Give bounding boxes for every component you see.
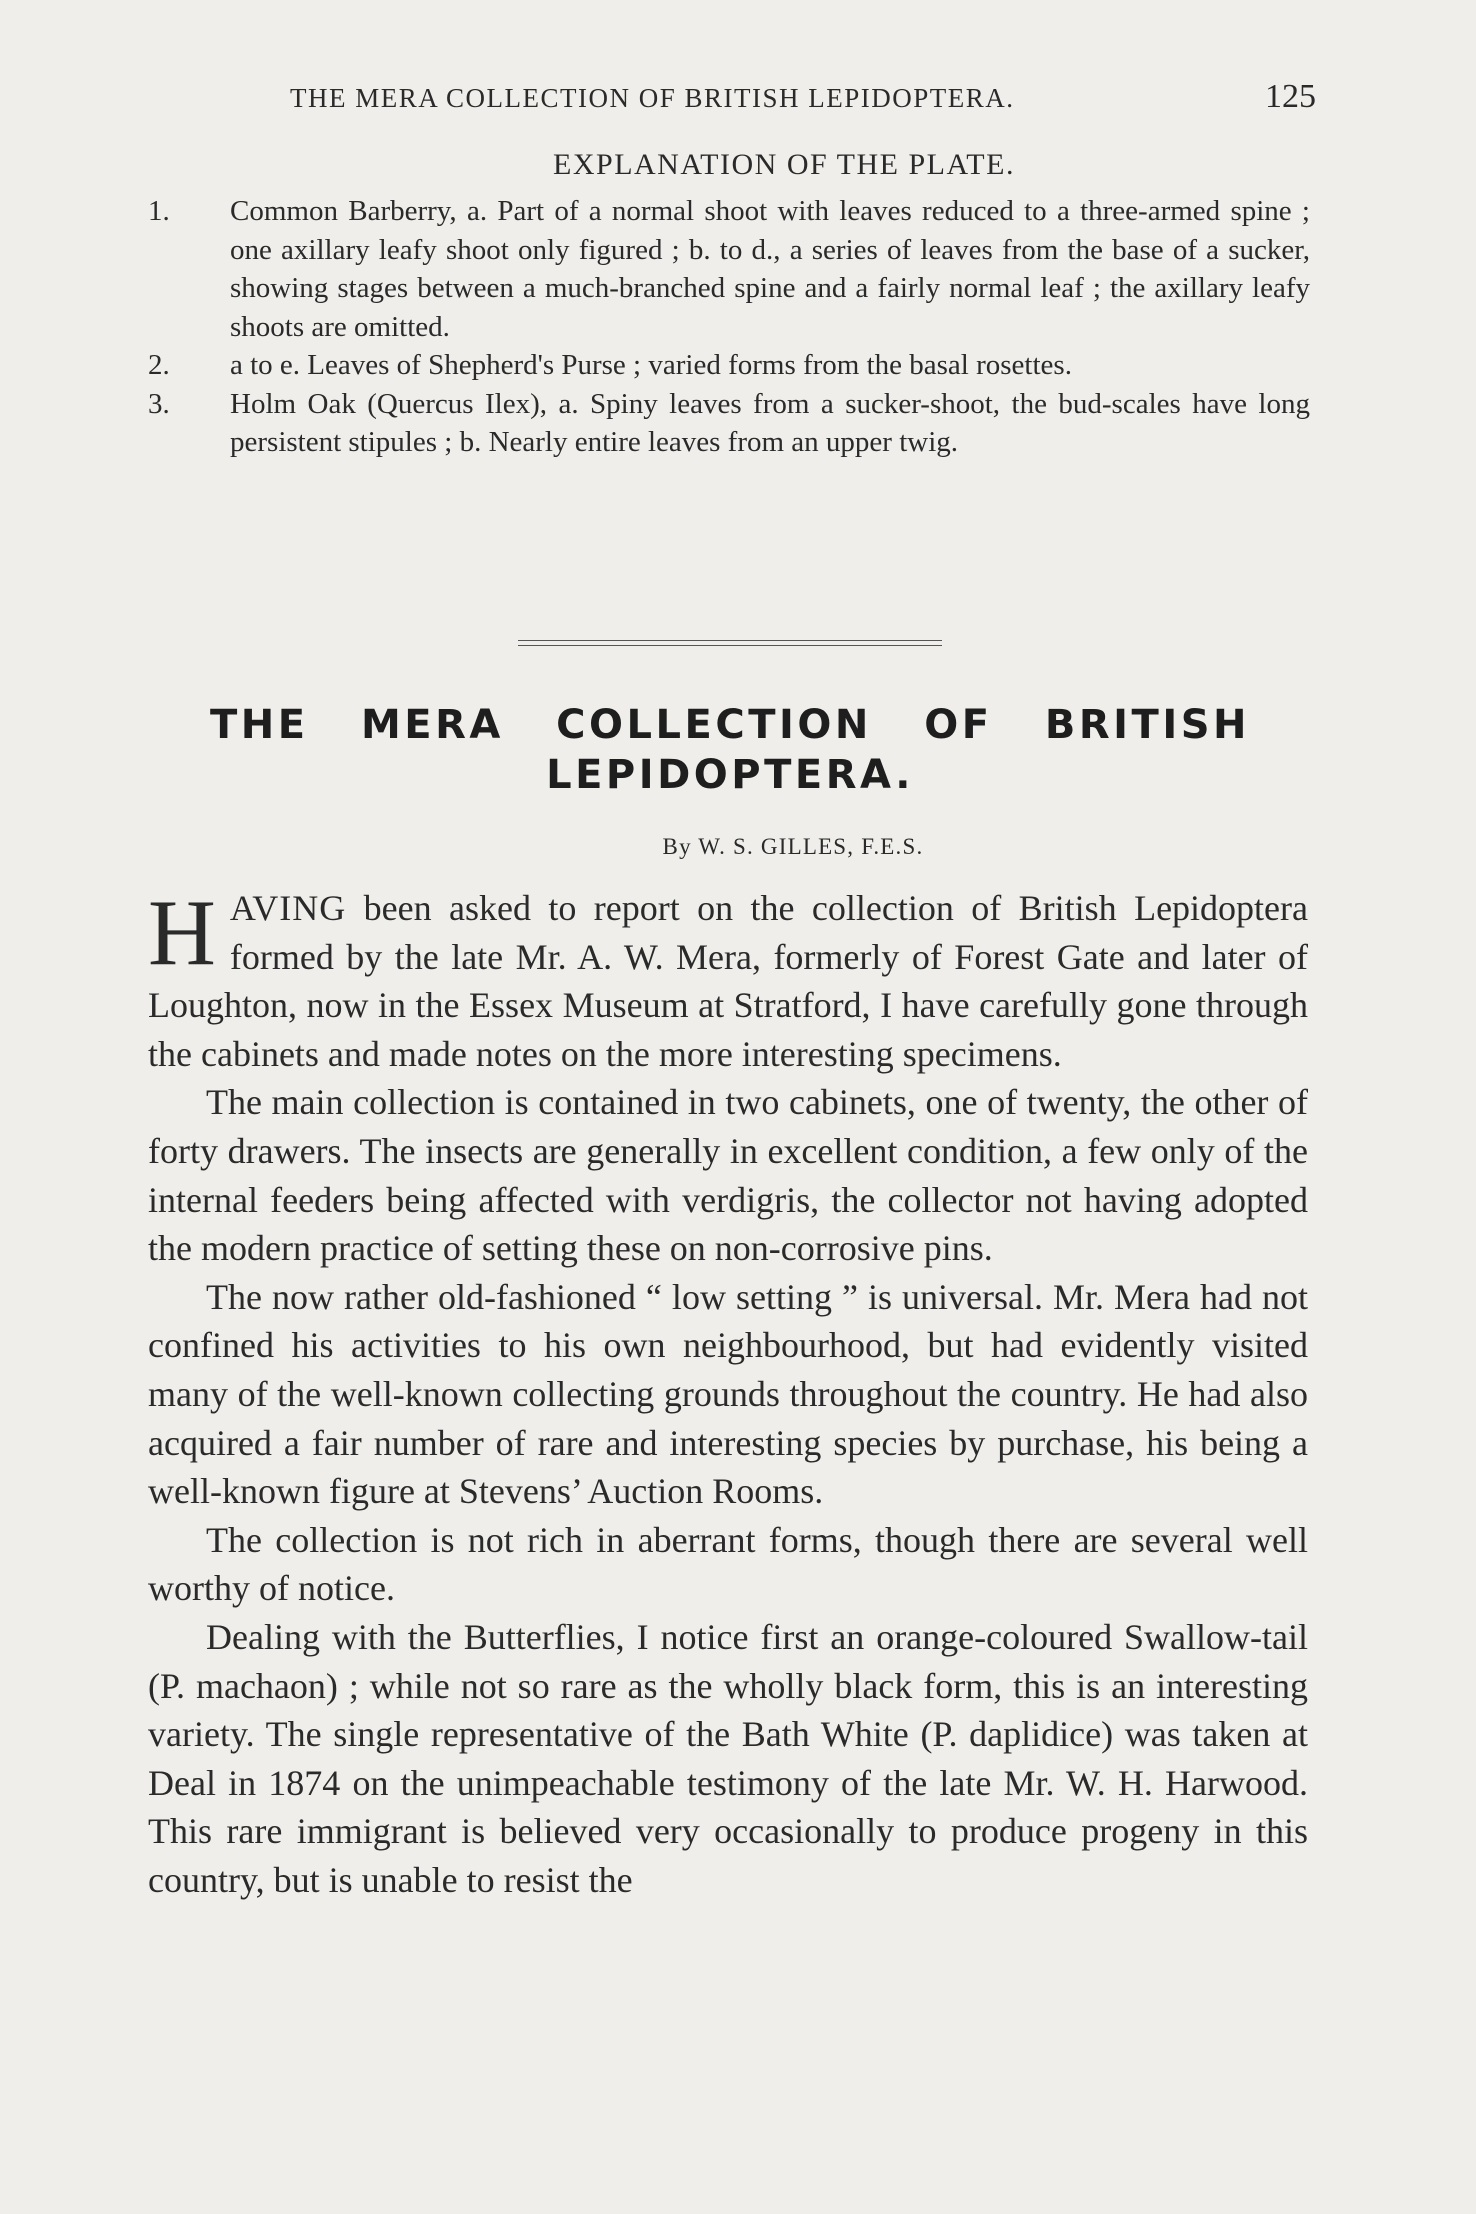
paragraph bbox=[148, 881, 1308, 1078]
article-body bbox=[148, 881, 1308, 1904]
article-title-line-2: LEPIDOPTERA. bbox=[546, 752, 914, 798]
article-title-line-1 bbox=[210, 700, 1250, 750]
plate-item-2 bbox=[148, 346, 1310, 385]
plate-item-3 bbox=[148, 385, 1310, 462]
page-number: 125 bbox=[1265, 78, 1316, 115]
title-word: COLLECTION bbox=[556, 702, 872, 748]
paragraph: Dealing with the Butterflies, I notice first an orange-coloured Swallow-tail (P. machaon) ; while not so rare as the wholly black form, this is an interesting variety. The single representative of the Bath White (P. daplidice) was taken at Deal in 1874 on the unimpeachable testimony of the late Mr. W. H. Harwood. This rare immigrant is believed very occasionally to produce progeny in this country, but is unable to resist the bbox=[148, 1616, 1308, 1900]
plate-item-number: 2. bbox=[148, 349, 170, 381]
lead-word: AVING bbox=[229, 888, 347, 928]
running-head bbox=[290, 78, 1316, 116]
plate-item-number: 1. bbox=[148, 195, 170, 227]
plate-item-text: a to e. Leaves of Shepherd's Purse ; varied forms from the basal rosettes. bbox=[230, 349, 1072, 381]
title-word: BRITISH bbox=[1044, 702, 1250, 748]
drop-cap: H bbox=[148, 881, 216, 985]
paragraph: The now rather old-fashioned “ low setting ” is universal. Mr. Mera had not confined his activities to his own neighbourhood, but had evidently visited many of the well-known collecting grounds throughout the country. He had also acquired a fair number of rare and interesting species by purchase, his being a well-known figure at Stevens’ Auction Rooms. bbox=[148, 1276, 1308, 1512]
plate-explanation bbox=[148, 148, 1310, 462]
paragraph: The collection is not rich in aberrant forms, though there are several well worthy of notice. bbox=[148, 1519, 1308, 1609]
plate-item-text: Holm Oak (Quercus Ilex), a. Spiny leaves from a sucker-shoot, the bud-scales have long persistent stipules ; b. Nearly entire leaves from an upper twig. bbox=[230, 387, 1310, 458]
title-word: OF bbox=[924, 702, 993, 748]
paragraph-text: been asked to report on the collection of British Lepidoptera formed by the late Mr. A. W. Mera, formerly of Forest Gate and later of Loughton, now in the Essex Museum at Stratford, I have carefully gone through the cabinets and made notes on the more interesting specimens. bbox=[148, 888, 1308, 1074]
paragraph: The main collection is contained in two cabinets, one of twenty, the other of forty drawers. The insects are generally in excellent condition, a few only of the internal feeders being affected with verdigris, the collector not having adopted the modern practice of setting these on non-corrosive pins. bbox=[148, 1082, 1308, 1269]
plate-item-number: 3. bbox=[148, 387, 170, 420]
title-word: THE bbox=[210, 702, 309, 748]
plate-item-text: Common Barberry, a. Part of a normal shoot with leaves reduced to a three-armed spine ; one axillary leafy shoot only figured ; b. to d., a series of leaves from the base of a sucker, showing stages between a much-branched spine and a fairly normal leaf ; the axillary leafy shoots are omitted. bbox=[230, 195, 1310, 343]
plate-item-1 bbox=[148, 192, 1310, 346]
byline: By W. S. GILLES, F.E.S. bbox=[662, 834, 924, 859]
plate-heading: EXPLANATION OF THE PLATE. bbox=[553, 148, 1015, 181]
title-word: MERA bbox=[360, 702, 504, 748]
section-divider bbox=[518, 640, 942, 650]
running-head-title: THE MERA COLLECTION OF BRITISH LEPIDOPTERA. bbox=[290, 83, 1015, 113]
article-title bbox=[210, 700, 1250, 800]
